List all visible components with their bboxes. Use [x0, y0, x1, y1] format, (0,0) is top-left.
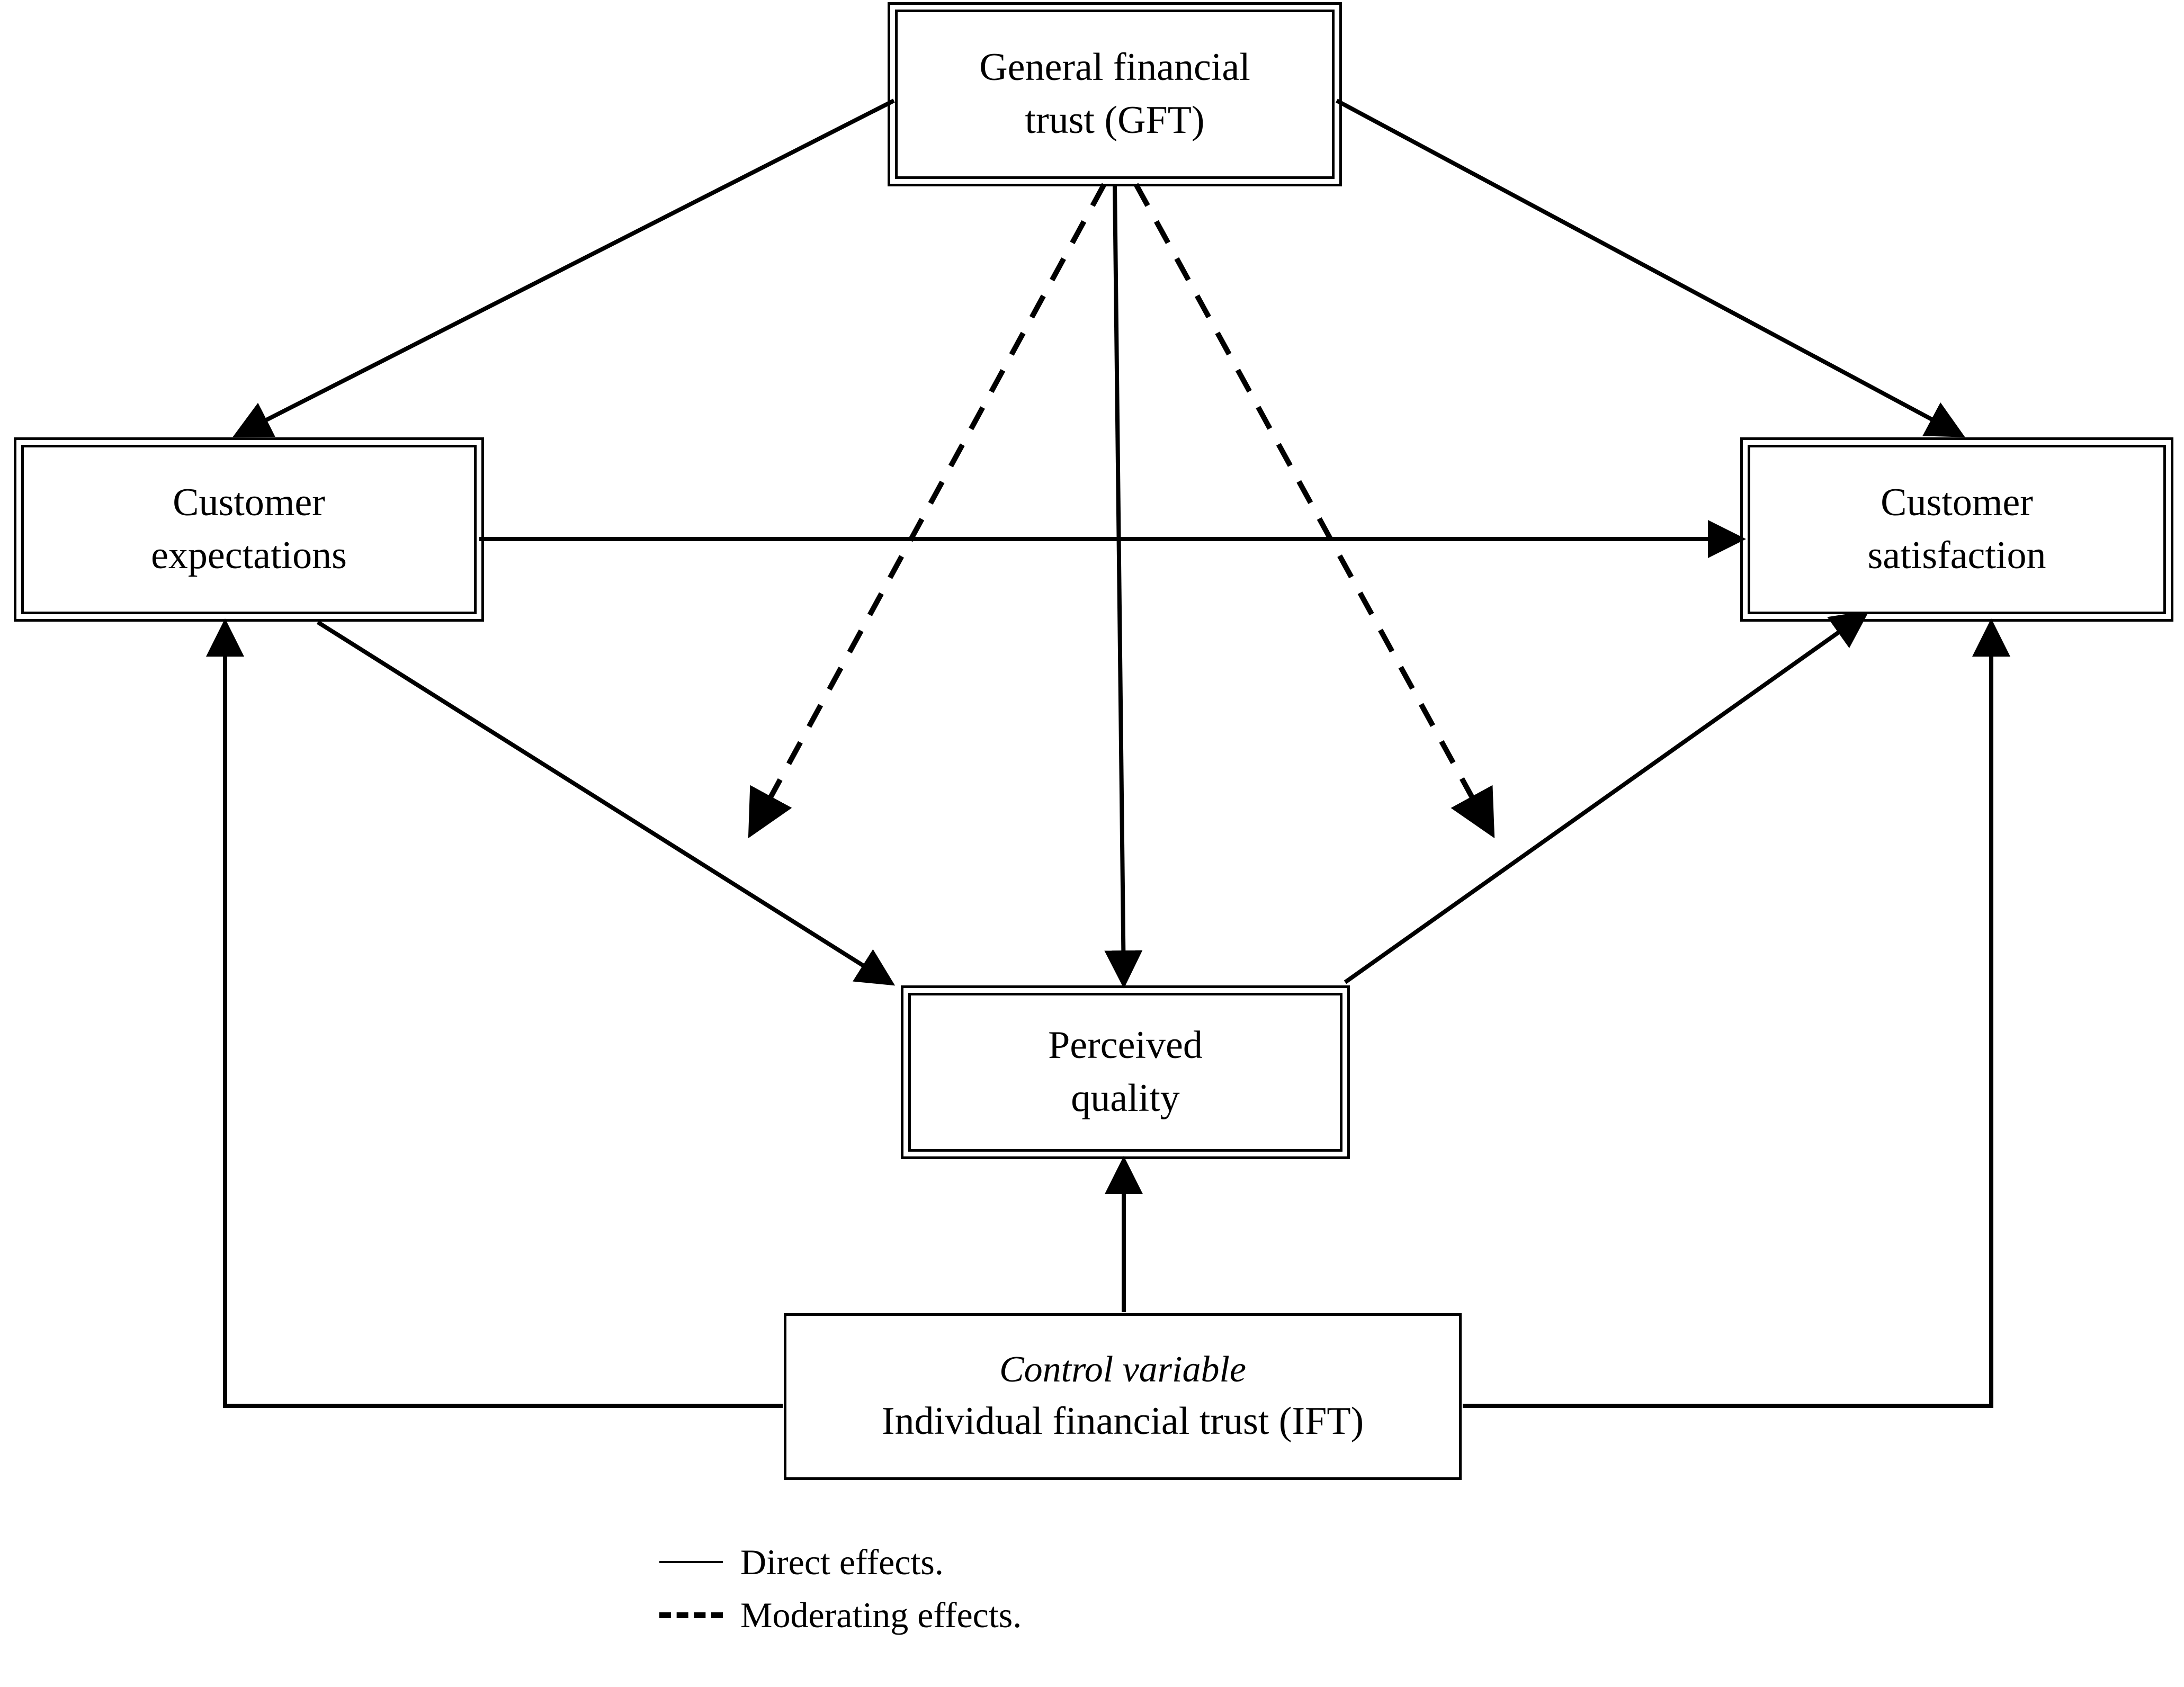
node-general-financial-trust[interactable] — [895, 10, 1335, 179]
legend-dashed-line-icon — [651, 1612, 731, 1618]
node-quality-line2: quality — [1071, 1076, 1180, 1120]
legend-item-direct-effects — [651, 1536, 1393, 1589]
node-expectations-line1: Customer — [173, 481, 325, 525]
node-gft-line1: General financial — [979, 46, 1250, 89]
node-satisfaction-line2: satisfaction — [1867, 534, 2046, 577]
edge-gft-moderates-expectations-quality — [752, 184, 1104, 831]
legend-solid-line-icon — [651, 1561, 731, 1563]
legend-item-moderating-effects — [651, 1589, 1393, 1641]
node-quality-line1: Perceived — [1048, 1024, 1203, 1067]
node-perceived-quality[interactable] — [908, 993, 1342, 1152]
node-ift-line2: Individual financial trust (IFT) — [881, 1399, 1364, 1443]
edge-gft-to-expectations — [238, 101, 894, 434]
legend-label-moderating-effects: Moderating effects. — [740, 1594, 1022, 1635]
edge-ift-to-satisfaction — [1463, 625, 1991, 1406]
node-individual-financial-trust[interactable] — [784, 1313, 1462, 1480]
node-ift-control-label: Control variable — [999, 1349, 1246, 1390]
edge-gft-to-quality — [1115, 185, 1124, 982]
legend-label-direct-effects: Direct effects. — [740, 1541, 944, 1582]
edge-ift-to-expectations — [225, 625, 783, 1406]
node-customer-expectations[interactable] — [21, 445, 477, 614]
edge-gft-to-satisfaction — [1337, 101, 1959, 434]
node-customer-satisfaction[interactable] — [1748, 445, 2166, 614]
node-satisfaction-line1: Customer — [1881, 481, 2033, 525]
edge-quality-to-satisfaction — [1345, 614, 1864, 982]
node-expectations-line2: expectations — [151, 534, 347, 577]
node-gft-line2: trust (GFT) — [1025, 98, 1205, 142]
edge-gft-moderates-quality-satisfaction — [1136, 184, 1491, 831]
legend — [651, 1536, 1393, 1641]
edge-expectations-to-quality — [318, 622, 890, 982]
